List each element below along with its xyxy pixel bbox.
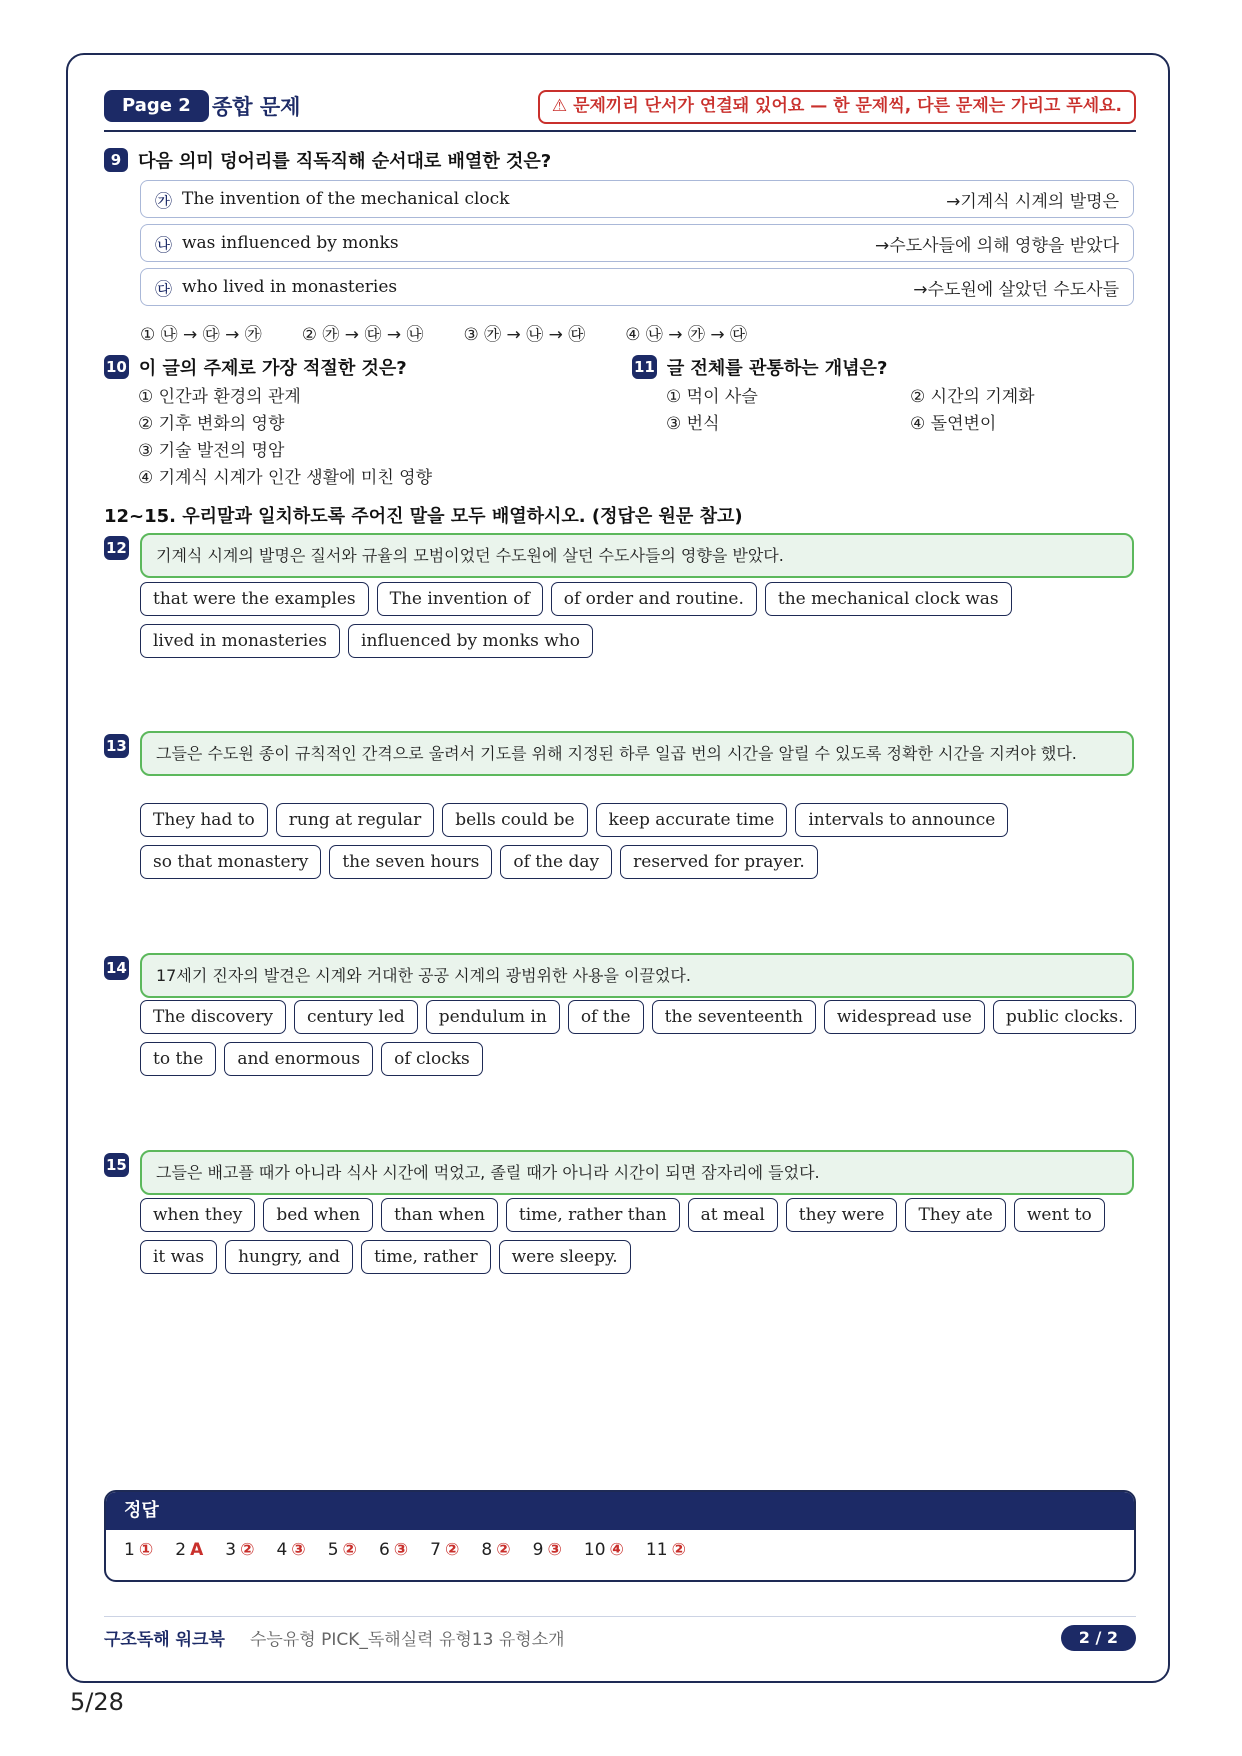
question-number: 9 [104, 148, 128, 172]
chunk-english: The invention of the mechanical clock [182, 189, 510, 209]
q12-number-wrap [104, 536, 129, 560]
word-chip[interactable]: of the day [500, 845, 612, 879]
answer-value: ② [445, 1540, 460, 1560]
answer-item [430, 1540, 459, 1560]
answer-value: ③ [547, 1540, 562, 1560]
option[interactable]: ③ ㉮ → ㉯ → ㉰ [463, 325, 586, 345]
word-chip[interactable]: they were [786, 1198, 898, 1232]
answer-value: ② [240, 1540, 255, 1560]
answer-number: 4 [276, 1540, 288, 1560]
word-chip[interactable]: hungry, and [225, 1240, 353, 1274]
answer-value: ③ [393, 1540, 409, 1560]
answer-item [379, 1540, 408, 1560]
word-chip[interactable]: the seventeenth [652, 1000, 816, 1034]
word-chip[interactable]: rung at regular [276, 803, 434, 837]
word-chip[interactable]: They had to [140, 803, 268, 837]
question-title: 이 글의 주제로 가장 적절한 것은? [138, 358, 407, 379]
q13-number-wrap [104, 734, 129, 758]
answer-item [584, 1540, 624, 1560]
answer-number: 2 [175, 1540, 187, 1560]
chunk-english: was influenced by monks [182, 233, 399, 253]
word-chips [140, 1198, 1140, 1274]
answer-item [124, 1540, 153, 1560]
word-chip[interactable]: influenced by monks who [348, 624, 593, 658]
answer-number: 3 [225, 1540, 237, 1560]
word-chip[interactable]: public clocks. [993, 1000, 1137, 1034]
footer-page-indicator: 2 / 2 [1061, 1625, 1136, 1651]
q10-options [138, 384, 432, 492]
option[interactable]: ② 시간의 기계화 [910, 387, 1035, 407]
answer-item [328, 1540, 357, 1560]
q11-heading [632, 354, 887, 380]
korean-prompt: 그들은 수도원 종이 규칙적인 간격으로 울려서 기도를 위해 지정된 하루 일곱 번의 시간을 알릴 수 있도록 정확한 시간을 지켜야 했다. [140, 731, 1134, 776]
question-title: 글 전체를 관통하는 개념은? [666, 358, 888, 379]
document-page-counter: 5/28 [70, 1688, 124, 1716]
option[interactable]: ② 기후 변화의 영향 [138, 414, 285, 434]
word-chip[interactable]: when they [140, 1198, 255, 1232]
korean-prompt: 그들은 배고플 때가 아니라 식사 시간에 먹었고, 졸릴 때가 아니라 시간이 되면 잠자리에 들었다. [140, 1150, 1134, 1195]
chunk-korean: →수도원에 살았던 수도사들 [913, 279, 1119, 300]
word-chip[interactable]: and enormous [224, 1042, 373, 1076]
question-number: 15 [104, 1153, 129, 1177]
answer-value: ② [342, 1540, 357, 1560]
answer-item [481, 1540, 510, 1560]
word-chip[interactable]: the mechanical clock was [765, 582, 1012, 616]
answer-list [106, 1530, 1134, 1570]
word-chip[interactable]: of clocks [381, 1042, 483, 1076]
word-chip[interactable]: to the [140, 1042, 216, 1076]
word-chip[interactable]: than when [381, 1198, 498, 1232]
word-chip[interactable]: bells could be [442, 803, 587, 837]
answer-number: 8 [481, 1540, 493, 1560]
answer-number: 10 [583, 1540, 606, 1560]
page-badge: Page 2 [104, 90, 209, 122]
chunk-mark: ㉮ [155, 191, 172, 212]
answer-item [276, 1540, 305, 1560]
word-chip[interactable]: reserved for prayer. [620, 845, 818, 879]
word-chip[interactable]: of order and routine. [551, 582, 757, 616]
question-number: 11 [632, 355, 657, 379]
warning-banner: ⚠ 문제끼리 단서가 연결돼 있어요 — 한 문제씩, 다른 문제는 가리고 푸세요. [538, 90, 1136, 124]
answer-value: ① [138, 1540, 154, 1560]
option[interactable]: ③ 기술 발전의 명암 [138, 441, 285, 461]
word-chip[interactable]: time, rather than [506, 1198, 680, 1232]
question-number: 13 [104, 734, 129, 758]
word-chip[interactable]: that were the examples [140, 582, 369, 616]
option[interactable]: ② ㉮ → ㉰ → ㉯ [301, 325, 424, 345]
answer-value: ② [496, 1540, 511, 1560]
answer-number: 1 [124, 1540, 135, 1560]
footer-brand: 구조독해 워크북 [104, 1630, 225, 1650]
chunk-korean: →수도사들에 의해 영향을 받았다 [875, 235, 1119, 256]
word-chip[interactable]: the seven hours [329, 845, 492, 879]
word-chips [140, 803, 1140, 879]
word-chip[interactable]: at meal [688, 1198, 778, 1232]
word-chip[interactable]: The discovery [140, 1000, 286, 1034]
word-chip[interactable]: century led [294, 1000, 418, 1034]
answer-value: ③ [291, 1540, 306, 1560]
question-number: 12 [104, 536, 129, 560]
word-chips [140, 582, 1140, 658]
option[interactable]: ③ 번식 [666, 414, 720, 434]
answer-value: ④ [609, 1540, 624, 1560]
q15-number-wrap [104, 1153, 129, 1177]
word-chip[interactable]: pendulum in [426, 1000, 560, 1034]
chunk-row [140, 224, 1134, 262]
question-title: 다음 의미 덩어리를 직독직해 순서대로 배열한 것은? [138, 151, 552, 172]
word-chips [140, 1000, 1140, 1076]
answer-item [225, 1540, 254, 1560]
option[interactable]: ④ 기계식 시계가 인간 생활에 미친 영향 [138, 468, 432, 488]
answer-number: 7 [430, 1540, 441, 1560]
page-header [104, 90, 1136, 132]
answer-key-title: 정답 [106, 1492, 1134, 1530]
q11-options [666, 384, 1106, 438]
footer-subtitle: 수능유형 PICK_독해실력 유형13 유형소개 [250, 1630, 565, 1650]
section-title: 종합 문제 [212, 95, 301, 119]
chunk-mark: ㉰ [155, 279, 172, 300]
word-chip[interactable]: The invention of [377, 582, 543, 616]
option[interactable]: ④ ㉯ → ㉮ → ㉰ [625, 325, 747, 345]
option[interactable]: ① 먹이 사슬 [666, 387, 758, 407]
answer-item [533, 1540, 562, 1560]
chunk-mark: ㉯ [155, 235, 172, 256]
answer-number: 9 [532, 1540, 544, 1560]
option[interactable]: ① ㉯ → ㉰ → ㉮ [140, 325, 262, 345]
chunk-row [140, 180, 1134, 218]
q14-number-wrap [104, 956, 129, 980]
word-chip[interactable]: of the [568, 1000, 644, 1034]
answer-number: 5 [327, 1540, 339, 1560]
chunk-row [140, 268, 1134, 306]
word-chip[interactable]: time, rather [361, 1240, 491, 1274]
word-chip[interactable]: keep accurate time [596, 803, 788, 837]
answer-value: A [190, 1540, 204, 1560]
instruction-heading: 12~15. 우리말과 일치하도록 주어진 말을 모두 배열하시오. (정답은 원문 참고) [104, 506, 743, 527]
word-chip[interactable]: bed when [263, 1198, 373, 1232]
word-chip[interactable]: were sleepy. [499, 1240, 631, 1274]
answer-number: 6 [378, 1540, 390, 1560]
q10-heading [104, 354, 407, 380]
korean-prompt: 기계식 시계의 발명은 질서와 규율의 모범이었던 수도원에 살던 수도사들의 영향을 받았다. [140, 533, 1134, 578]
page-footer [104, 1616, 1136, 1653]
answer-item [646, 1540, 686, 1560]
answer-item [175, 1540, 203, 1560]
answer-number: 11 [645, 1540, 668, 1560]
word-chip[interactable]: They ate [905, 1198, 1005, 1232]
word-chip[interactable]: widespread use [824, 1000, 985, 1034]
korean-prompt: 17세기 진자의 발견은 시계와 거대한 공공 시계의 광범위한 사용을 이끌었다. [140, 953, 1134, 998]
answer-key [104, 1490, 1136, 1582]
answer-value: ② [671, 1540, 686, 1560]
q9-options [140, 320, 1134, 345]
word-chip[interactable]: intervals to announce [795, 803, 1008, 837]
chunk-english: who lived in monasteries [182, 277, 398, 297]
word-chip[interactable]: lived in monasteries [140, 624, 340, 658]
question-number: 14 [104, 956, 129, 980]
word-chip[interactable]: it was [140, 1240, 217, 1274]
option[interactable]: ① 인간과 환경의 관계 [138, 387, 301, 407]
word-chip[interactable]: went to [1014, 1198, 1105, 1232]
question-number: 10 [104, 355, 129, 379]
option[interactable]: ④ 돌연변이 [910, 414, 997, 434]
q9-heading [104, 147, 551, 173]
chunk-korean: →기계식 시계의 발명은 [946, 191, 1119, 212]
word-chip[interactable]: so that monastery [140, 845, 321, 879]
